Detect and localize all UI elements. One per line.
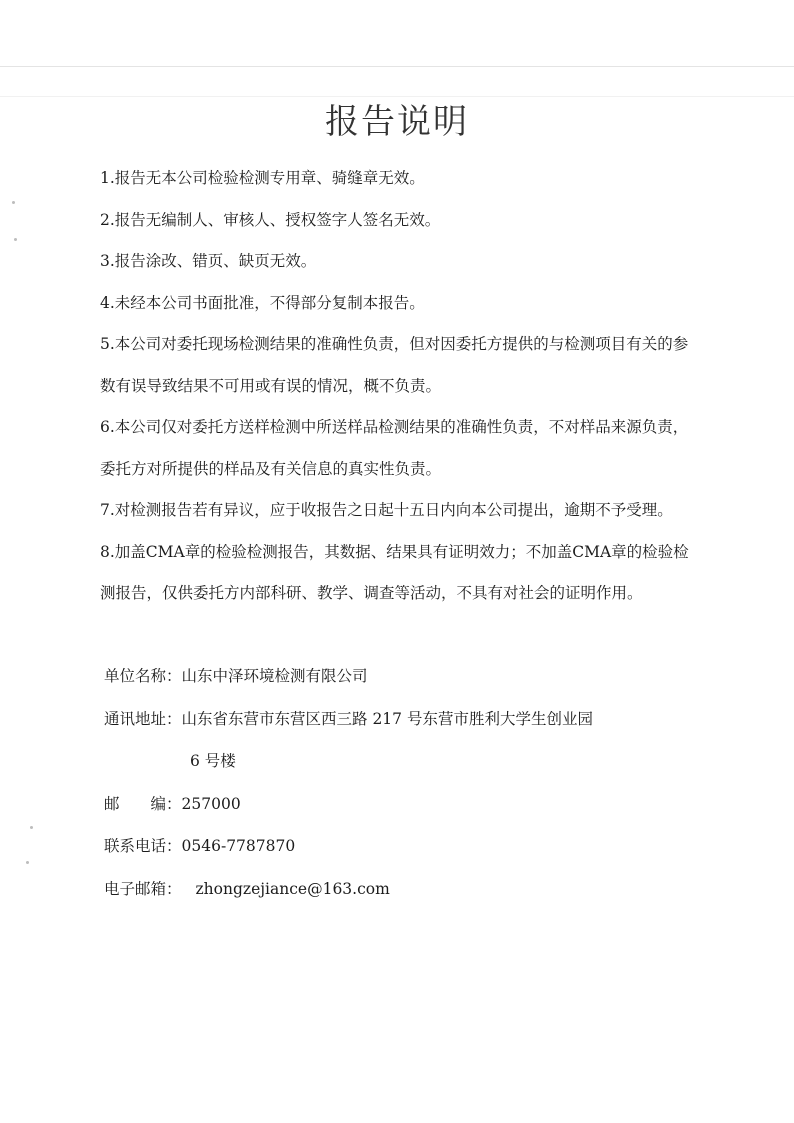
clause-3: 3.报告涂改、错页、缺页无效。 (100, 252, 317, 270)
email-value: zhongzejiance@163.com (195, 879, 390, 898)
address-value: 山东省东营市东营区西三路 217 号东营市胜利大学生创业园 (181, 709, 593, 728)
scan-speck (14, 238, 17, 241)
email-row (104, 868, 704, 911)
page-title: 报告说明 (325, 102, 469, 142)
phone-row (104, 825, 704, 868)
clause-5: 5.本公司对委托现场检测结果的准确性负责，但对因委托方提供的与检测项目有关的参数有误导致结果不可用或有误的情况，概不负责。 (100, 335, 689, 395)
address-row (104, 698, 704, 741)
phone-label: 联系电话： (104, 837, 182, 855)
clause-8: 8.加盖CMA章的检验检测报告，其数据、结果具有证明效力；不加盖CMA章的检验检测报告，仅供委托方内部科研、教学、调查等活动，不具有对社会的证明作用。 (100, 542, 689, 602)
clause-6: 6.本公司仅对委托方送样检测中所送样品检测结果的准确性负责，不对样品来源负责，委托方对所提供的样品及有关信息的真实性负责。 (100, 418, 689, 478)
address-label: 通讯地址： (104, 709, 182, 728)
report-clauses (100, 158, 700, 615)
clause-7: 7.对检测报告若有异议，应于收报告之日起十五日内向本公司提出，逾期不予受理。 (100, 501, 673, 519)
postcode-row (104, 783, 704, 826)
address-continuation-row (104, 740, 704, 783)
address-continuation: 6 号楼 (190, 752, 236, 770)
email-label: 电子邮箱： (104, 879, 182, 898)
phone-value: 0546-7787870 (181, 837, 296, 855)
clause-1: 1.报告无本公司检验检测专用章、骑缝章无效。 (100, 169, 425, 187)
contact-info (104, 655, 704, 910)
scan-speck (30, 826, 33, 829)
clause-2: 2.报告无编制人、审核人、授权签字人签名无效。 (100, 210, 441, 229)
postcode-label: 邮 编： (104, 794, 182, 813)
unit-row (104, 655, 704, 698)
scan-speck (12, 201, 15, 204)
unit-value: 山东中泽环境检测有限公司 (181, 667, 368, 685)
unit-label: 单位名称： (104, 667, 182, 685)
scan-speck (26, 861, 29, 864)
scan-edge-line (0, 66, 794, 67)
postcode-value: 257000 (181, 794, 241, 813)
clause-4: 4.未经本公司书面批准，不得部分复制本报告。 (100, 293, 425, 312)
